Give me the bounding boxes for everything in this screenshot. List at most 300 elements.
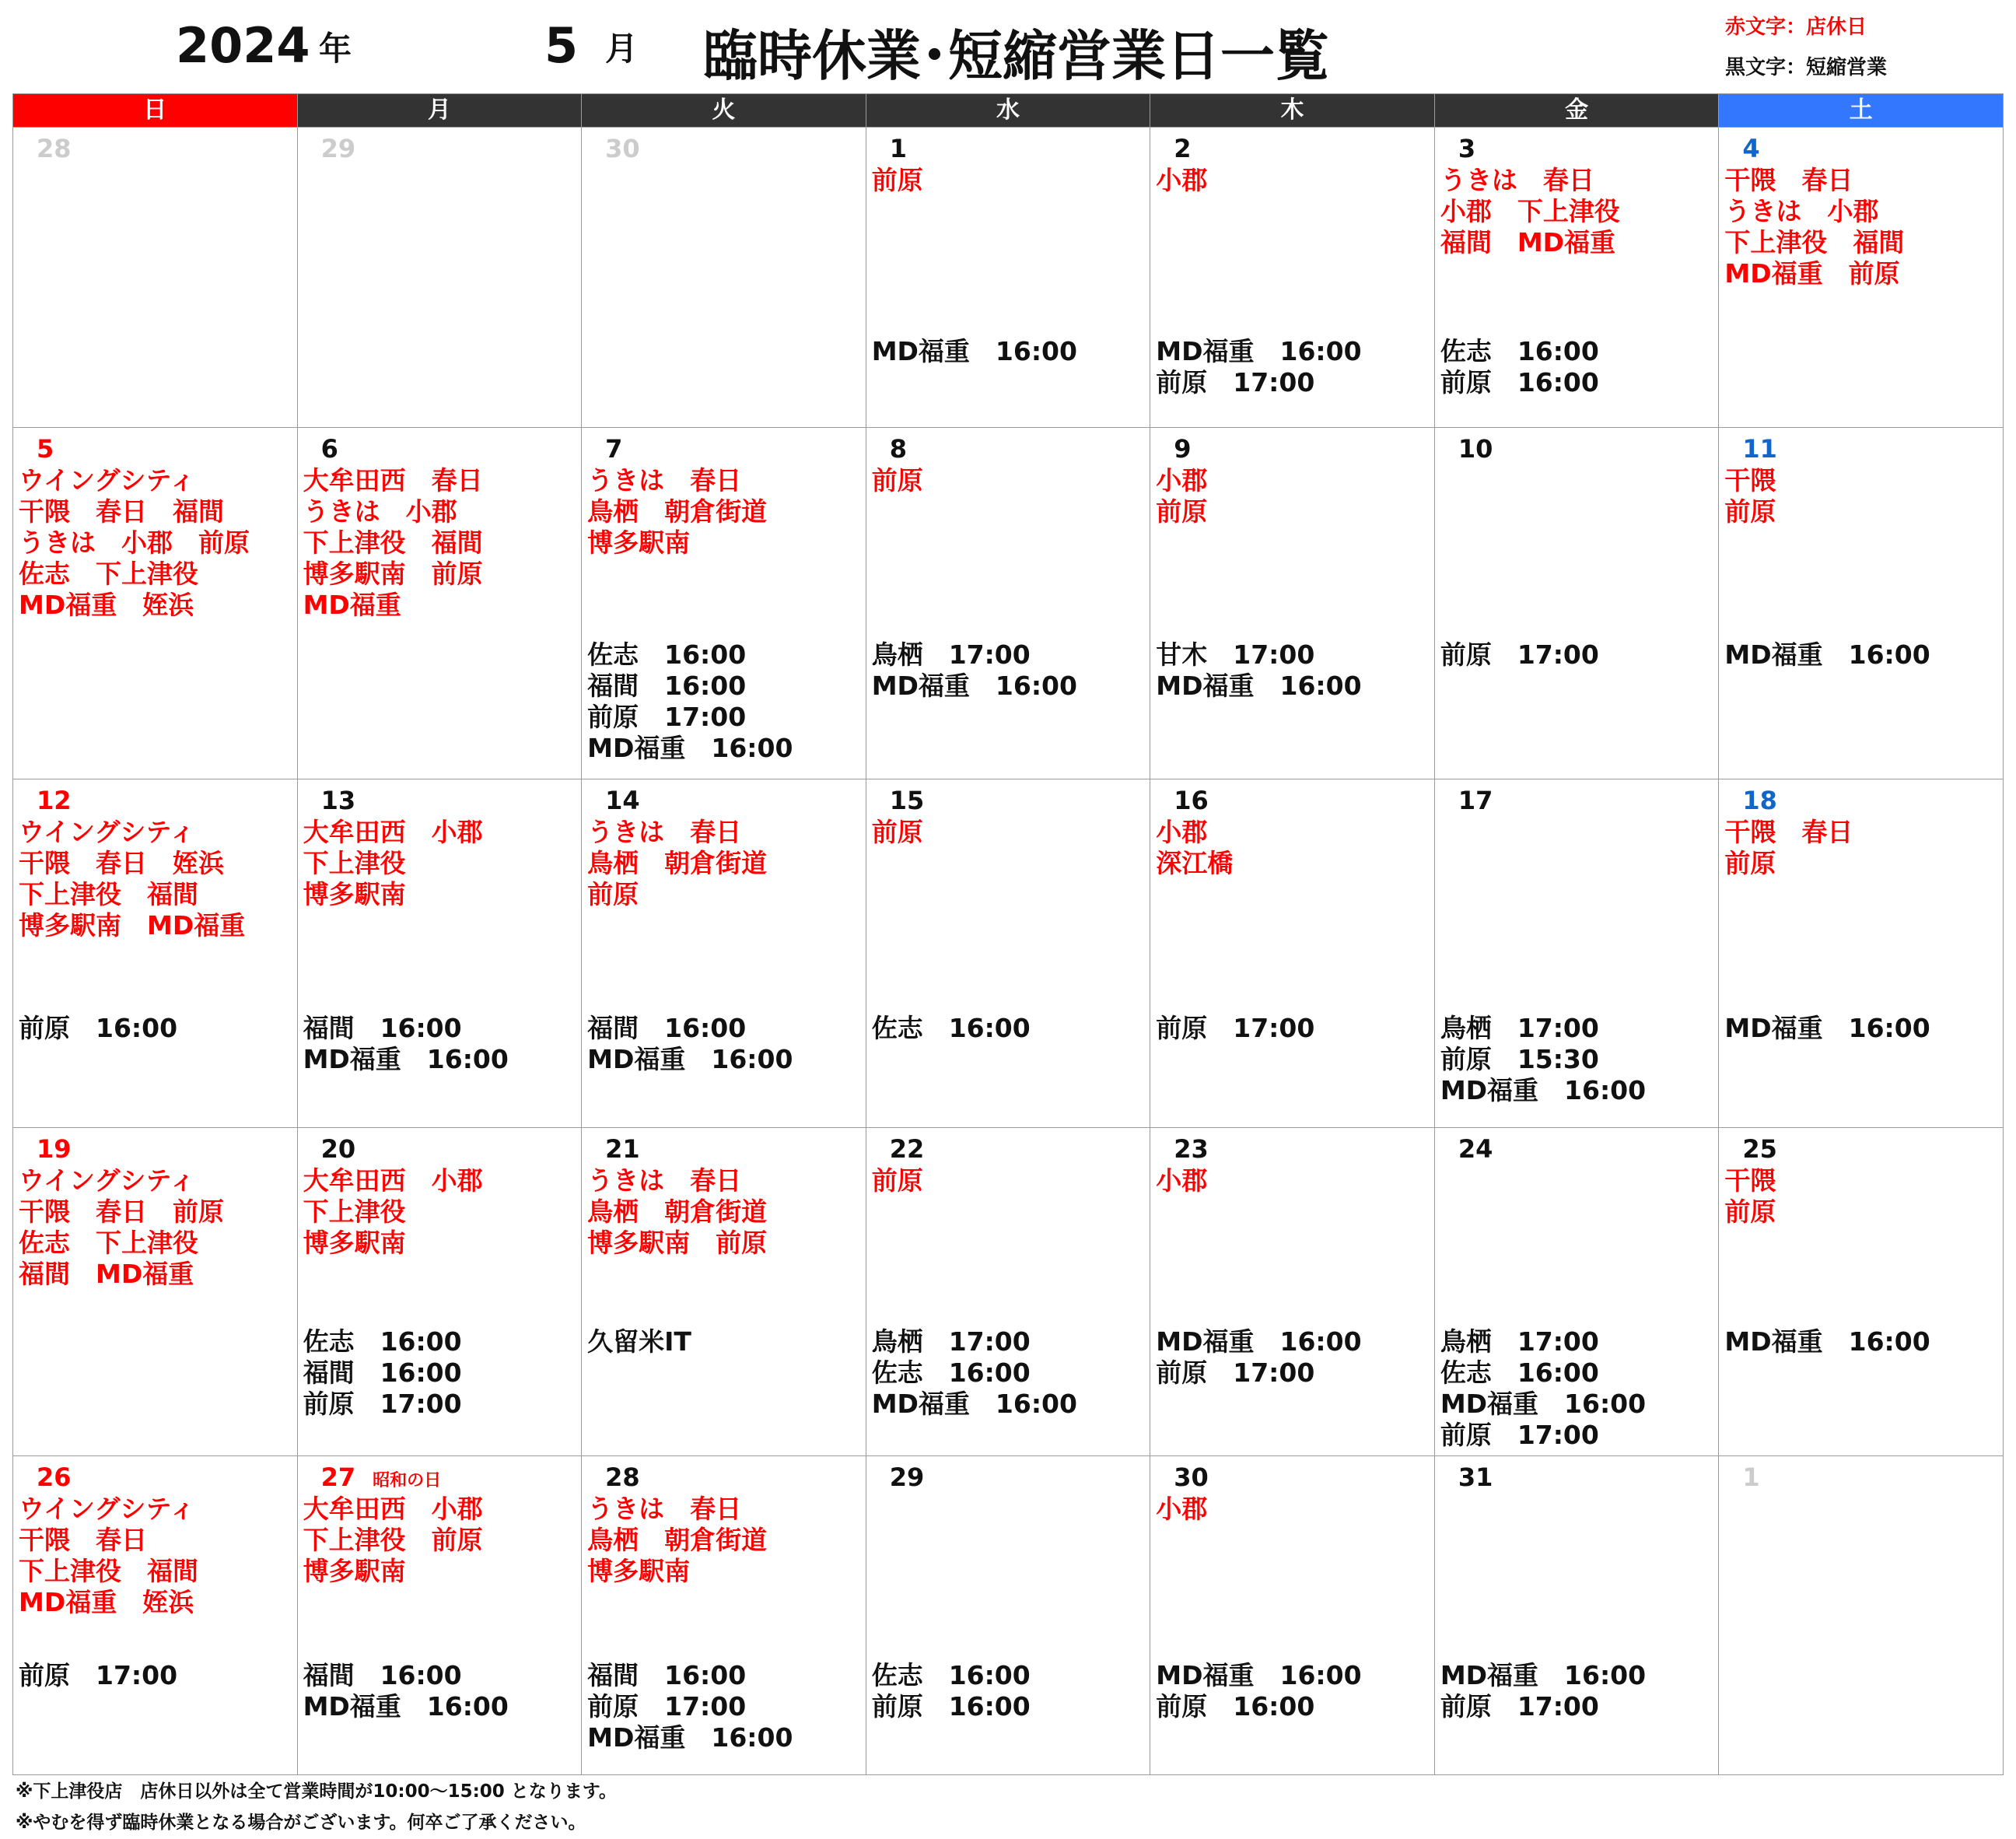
short-hours-line: MD福重 16:00 <box>587 1722 793 1753</box>
year-unit: 年 <box>319 30 352 68</box>
short-hours-line: 佐志 16:00 <box>303 1326 462 1357</box>
short-hours-line: MD福重 16:00 <box>1156 336 1362 366</box>
day-number-text: 1 <box>889 134 907 163</box>
short-hours-line: MD福重 16:00 <box>871 336 1077 366</box>
closed-stores <box>587 1494 767 1587</box>
closed-store-line: 下上津役 <box>303 1196 406 1228</box>
day-number <box>1458 134 1475 163</box>
closed-store-line: 博多駅南 <box>303 1555 406 1586</box>
short-hours-line: 鳥栖 17:00 <box>1440 1326 1599 1357</box>
day-cell <box>297 1128 582 1455</box>
short-hours-stores <box>1440 639 1599 671</box>
closed-store-line: 大牟田西 春日 <box>303 465 483 496</box>
day-cell <box>1719 779 2004 1127</box>
weekday-header-fri: 金 <box>1434 94 1719 128</box>
short-hours-stores <box>1156 336 1361 398</box>
closed-store-line: 前原 <box>871 465 923 496</box>
day-number-text: 17 <box>1458 785 1493 815</box>
short-hours-line: MD福重 16:00 <box>587 733 793 764</box>
day-number-text: 23 <box>1174 1134 1209 1165</box>
day-number-text: 15 <box>889 785 925 815</box>
closed-store-line: 博多駅南 <box>303 1228 406 1259</box>
day-number-text: 16 <box>1174 785 1209 815</box>
short-hours-line: 前原 17:00 <box>1156 1012 1315 1043</box>
closed-stores <box>303 465 483 621</box>
closed-store-line: うきは 春日 <box>587 816 742 847</box>
closed-store-line: 干隈 春日 <box>19 1524 147 1555</box>
day-number-text: 29 <box>889 1462 925 1492</box>
closed-store-line: うきは 春日 <box>587 1493 742 1524</box>
short-hours-stores <box>303 1660 509 1722</box>
short-hours-stores <box>1440 1660 1646 1722</box>
closed-stores <box>19 1165 224 1290</box>
day-number <box>1742 134 1759 163</box>
closed-store-line: 福間 MD福重 <box>19 1259 194 1290</box>
closed-store-line: ウイングシティ <box>19 1165 195 1196</box>
weekday-header-tue: 火 <box>582 94 866 128</box>
short-hours-line: 鳥栖 17:00 <box>871 639 1031 671</box>
closed-store-line: 前原 <box>1156 496 1208 527</box>
closed-stores <box>872 465 923 496</box>
closed-store-line: MD福重 姪浜 <box>19 590 194 621</box>
closed-stores <box>587 465 767 559</box>
day-number <box>605 1462 640 1492</box>
day-cell <box>866 428 1150 779</box>
day-cell <box>297 779 582 1127</box>
short-hours-stores <box>303 1326 462 1420</box>
short-hours-line: 佐志 16:00 <box>1440 336 1599 366</box>
closed-stores <box>1724 165 1904 289</box>
page-title: 臨時休業･短縮営業日一覧 <box>703 24 1329 88</box>
footnotes <box>16 1776 617 1838</box>
closed-store-line: 博多駅南 <box>587 1555 691 1586</box>
closed-stores <box>872 165 923 196</box>
closed-store-line: 下上津役 前原 <box>303 1524 483 1555</box>
day-number-text: 21 <box>605 1134 640 1165</box>
closed-store-line: 小郡 <box>1156 165 1208 195</box>
short-hours-line: 前原 17:00 <box>1156 367 1315 398</box>
day-number <box>605 786 640 815</box>
day-cell <box>1719 428 2004 779</box>
closed-stores <box>19 465 250 621</box>
day-cell <box>1434 428 1719 779</box>
short-hours-line: 福間 16:00 <box>587 1012 747 1043</box>
day-number <box>890 1134 925 1164</box>
short-hours-stores <box>303 1013 509 1075</box>
short-hours-line: 前原 17:00 <box>1440 1420 1599 1451</box>
day-number <box>37 1134 72 1164</box>
day-cell <box>1150 1455 1435 1774</box>
day-number <box>37 786 72 815</box>
short-hours-line: 佐志 16:00 <box>871 1012 1031 1043</box>
day-number-text: 3 <box>1458 134 1476 163</box>
day-cell <box>297 128 582 428</box>
short-hours-line: 前原 16:00 <box>1440 367 1599 398</box>
day-cell <box>297 428 582 779</box>
day-cell <box>582 779 866 1127</box>
short-hours-line: MD福重 16:00 <box>303 1690 509 1722</box>
closed-store-line: 鳥栖 朝倉街道 <box>587 847 768 878</box>
day-cell <box>582 128 866 428</box>
calendar-header <box>0 0 2016 93</box>
day-number-text: 19 <box>37 1134 72 1165</box>
day-cell <box>1150 1128 1435 1455</box>
footnote-temporary-closure: ※やむを得ず臨時休業となる場合がございます。何卒ご了承ください。 <box>16 1813 586 1833</box>
day-cell <box>13 128 298 428</box>
day-cell <box>1434 1128 1719 1455</box>
day-cell <box>1150 779 1435 1127</box>
closed-store-line: 小郡 <box>1156 816 1208 847</box>
day-number <box>37 134 72 163</box>
day-number <box>890 786 925 815</box>
week-row <box>13 779 2004 1127</box>
holiday-name: 昭和の日 <box>373 1470 442 1490</box>
short-hours-stores <box>872 336 1077 367</box>
short-hours-line: MD福重 16:00 <box>1724 1326 1930 1357</box>
day-number-text: 29 <box>320 134 356 163</box>
closed-store-line: 大牟田西 小郡 <box>303 1493 483 1524</box>
weekday-header-sat: 土 <box>1719 94 2004 128</box>
closed-store-line: 干隈 春日 <box>1724 816 1853 847</box>
short-hours-line: MD福重 16:00 <box>871 671 1077 702</box>
closed-store-line: 下上津役 福間 <box>19 878 198 909</box>
weekday-header-thu: 木 <box>1150 94 1435 128</box>
day-number-text: 18 <box>1742 785 1777 815</box>
day-number-text: 28 <box>37 134 72 163</box>
short-hours-line: 福間 16:00 <box>303 1659 462 1690</box>
short-hours-stores <box>1724 639 1930 671</box>
short-hours-line: 久留米IT <box>587 1326 691 1357</box>
short-hours-line: MD福重 16:00 <box>1440 1389 1647 1420</box>
day-cell <box>866 1455 1150 1774</box>
day-number-text: 28 <box>605 1462 640 1492</box>
day-number-text: 4 <box>1742 134 1760 163</box>
short-hours-stores <box>19 1013 177 1044</box>
short-hours-stores <box>1440 336 1599 398</box>
closed-store-line: 鳥栖 朝倉街道 <box>587 496 768 527</box>
day-number-text: 12 <box>37 785 72 815</box>
day-number <box>321 786 356 815</box>
closed-store-line: 小郡 <box>1156 465 1208 496</box>
closed-store-line: 博多駅南 <box>303 878 406 909</box>
day-number <box>1174 434 1191 464</box>
short-hours-stores <box>1156 1660 1361 1722</box>
closed-store-line: うきは 春日 <box>1440 165 1594 195</box>
closed-store-line: 前原 <box>871 165 923 195</box>
closed-stores <box>1724 465 1776 527</box>
closed-store-line: 干隈 <box>1724 465 1776 496</box>
day-number-text: 22 <box>889 1134 925 1165</box>
day-number <box>1742 1134 1777 1164</box>
day-cell <box>13 428 298 779</box>
day-number <box>605 1134 640 1164</box>
short-hours-stores <box>1724 1326 1930 1357</box>
day-number-text: 27 <box>320 1462 356 1492</box>
day-number-text: 25 <box>1742 1134 1777 1165</box>
day-number <box>1174 134 1191 163</box>
closed-store-line: 下上津役 <box>303 847 406 878</box>
legend-closed-day: 赤文字：店休日 <box>1725 16 1867 39</box>
short-hours-stores <box>587 639 793 764</box>
closed-stores <box>1156 165 1207 196</box>
closed-store-line: 干隈 春日 前原 <box>19 1196 224 1228</box>
short-hours-stores <box>1440 1013 1646 1106</box>
day-cell <box>1434 779 1719 1127</box>
closed-store-line: 前原 <box>871 1165 923 1196</box>
day-number <box>1458 1462 1493 1492</box>
day-number-text: 5 <box>37 434 54 464</box>
day-number-text: 1 <box>1742 1462 1760 1492</box>
short-hours-line: 前原 16:00 <box>1156 1690 1315 1722</box>
closed-stores <box>303 817 483 910</box>
short-hours-stores <box>587 1660 793 1753</box>
closed-store-line: ウイングシティ <box>19 465 195 496</box>
weekday-header-wed: 水 <box>866 94 1150 128</box>
short-hours-line: 前原 17:00 <box>587 702 747 733</box>
short-hours-line: 前原 15:30 <box>1440 1043 1599 1074</box>
closed-store-line: うきは 小郡 前原 <box>19 527 250 559</box>
day-number <box>37 1462 72 1492</box>
closed-stores <box>587 1165 767 1259</box>
short-hours-line: 福間 16:00 <box>303 1012 462 1043</box>
short-hours-line: 佐志 16:00 <box>871 1357 1031 1389</box>
short-hours-line: MD福重 16:00 <box>1156 1326 1362 1357</box>
short-hours-stores <box>587 1013 793 1075</box>
closed-store-line: 大牟田西 小郡 <box>303 1165 483 1196</box>
day-number <box>1458 786 1493 815</box>
closed-store-line: 鳥栖 朝倉街道 <box>587 1524 768 1555</box>
closed-store-line: 干隈 春日 姪浜 <box>19 847 224 878</box>
closed-store-line: 博多駅南 <box>587 527 691 559</box>
weekday-header-sun: 日 <box>13 94 298 128</box>
day-number <box>1458 1134 1493 1164</box>
day-number-text: 26 <box>37 1462 72 1492</box>
closed-stores <box>303 1494 483 1587</box>
day-number <box>605 434 622 464</box>
day-number-text: 10 <box>1458 434 1493 464</box>
short-hours-line: MD福重 16:00 <box>1156 1659 1362 1690</box>
week-row <box>13 428 2004 779</box>
day-number <box>1742 434 1777 464</box>
closed-stores <box>1156 1165 1207 1196</box>
short-hours-line: MD福重 16:00 <box>1440 1659 1647 1690</box>
short-hours-line: 前原 17:00 <box>19 1659 178 1690</box>
day-number-text: 11 <box>1742 434 1777 464</box>
day-number-text: 9 <box>1174 434 1192 464</box>
short-hours-line: 福間 16:00 <box>303 1357 462 1389</box>
day-cell <box>1719 128 2004 428</box>
closed-store-line: 佐志 下上津役 <box>19 559 198 590</box>
closed-store-line: 下上津役 福間 <box>1724 227 1905 257</box>
closed-stores <box>1156 817 1233 879</box>
closed-store-line: 佐志 下上津役 <box>19 1228 198 1259</box>
closed-store-line: 博多駅南 前原 <box>303 559 483 590</box>
short-hours-line: 前原 17:00 <box>1440 639 1599 671</box>
day-number <box>890 1462 925 1492</box>
short-hours-line: 甘木 17:00 <box>1156 639 1315 671</box>
closed-store-line: ウイングシティ <box>19 816 195 847</box>
closed-store-line: うきは 小郡 <box>1724 196 1879 226</box>
closed-stores <box>1724 1165 1776 1228</box>
closed-store-line: 下上津役 福間 <box>19 1555 198 1586</box>
closed-store-line: 小郡 下上津役 <box>1440 196 1620 226</box>
closed-store-line: うきは 春日 <box>587 1165 742 1196</box>
day-cell <box>1150 428 1435 779</box>
short-hours-line: MD福重 16:00 <box>587 1043 793 1074</box>
legend-short-hours: 黒文字：短縮営業 <box>1725 56 1888 79</box>
closed-store-line: うきは 春日 <box>587 465 742 496</box>
day-number-text: 30 <box>605 134 640 163</box>
day-cell <box>13 1455 298 1774</box>
day-number-text: 8 <box>889 434 907 464</box>
short-hours-line: MD福重 16:00 <box>303 1043 509 1074</box>
short-hours-stores <box>1156 1326 1361 1389</box>
short-hours-line: 福間 16:00 <box>587 671 747 702</box>
day-cell <box>582 1128 866 1455</box>
day-number <box>890 434 907 464</box>
day-number <box>1174 1134 1209 1164</box>
short-hours-line: 福間 16:00 <box>587 1659 747 1690</box>
closed-stores <box>1156 465 1207 527</box>
closed-store-line: 前原 <box>871 816 923 847</box>
week-row <box>13 1455 2004 1774</box>
short-hours-stores <box>872 1326 1077 1420</box>
day-cell <box>297 1455 582 1774</box>
short-hours-stores <box>19 1660 177 1691</box>
closed-store-line: 前原 <box>587 878 639 909</box>
short-hours-line: MD福重 16:00 <box>1724 1012 1930 1043</box>
year-number: 2024 <box>176 17 310 74</box>
short-hours-line: MD福重 16:00 <box>1724 639 1930 671</box>
closed-store-line: MD福重 前原 <box>1724 258 1900 289</box>
day-number <box>605 134 640 163</box>
calendar-grid <box>12 93 2004 1775</box>
closed-stores <box>1156 1494 1207 1525</box>
day-number-text: 31 <box>1458 1462 1493 1492</box>
closed-stores <box>19 1494 198 1618</box>
closed-stores <box>587 817 767 910</box>
closed-store-line: 前原 <box>1724 496 1776 527</box>
closed-store-line: 福間 MD福重 <box>1440 227 1616 257</box>
week-row <box>13 128 2004 428</box>
day-cell <box>866 128 1150 428</box>
day-number <box>321 1134 356 1164</box>
day-number-text: 30 <box>1174 1462 1209 1492</box>
closed-store-line: 干隈 春日 福間 <box>19 496 224 527</box>
closed-stores <box>872 1165 923 1196</box>
closed-store-line: 小郡 <box>1156 1165 1208 1196</box>
day-number <box>1742 786 1777 815</box>
closed-store-line: うきは 小郡 <box>303 496 457 527</box>
short-hours-line: 前原 17:00 <box>587 1690 747 1722</box>
day-number-text: 6 <box>320 434 338 464</box>
day-cell <box>866 1128 1150 1455</box>
day-number <box>1742 1462 1759 1492</box>
day-number-text: 24 <box>1458 1134 1493 1165</box>
short-hours-line: 前原 17:00 <box>303 1389 462 1420</box>
short-hours-stores <box>872 1660 1031 1722</box>
short-hours-line: 鳥栖 17:00 <box>871 1326 1031 1357</box>
short-hours-line: MD福重 16:00 <box>1156 671 1362 702</box>
day-number-text: 14 <box>605 785 640 815</box>
day-cell <box>13 1128 298 1455</box>
short-hours-line: 前原 16:00 <box>19 1012 178 1043</box>
day-number-text: 20 <box>320 1134 356 1165</box>
closed-stores <box>303 1165 483 1259</box>
short-hours-stores <box>1440 1326 1646 1451</box>
closed-stores <box>1724 817 1853 879</box>
month-number: 5 <box>544 17 579 74</box>
day-number <box>321 134 356 163</box>
closed-store-line: 干隈 春日 <box>1724 165 1853 195</box>
closed-store-line: 博多駅南 MD福重 <box>19 909 246 941</box>
closed-store-line: 前原 <box>1724 847 1776 878</box>
short-hours-stores <box>1156 1013 1314 1044</box>
short-hours-line: 前原 17:00 <box>1440 1690 1599 1722</box>
short-hours-stores <box>587 1326 691 1357</box>
closed-stores <box>872 817 923 848</box>
day-number <box>321 1462 442 1492</box>
short-hours-line: MD福重 16:00 <box>871 1389 1077 1420</box>
day-cell <box>1719 1455 2004 1774</box>
day-number <box>1174 1462 1209 1492</box>
closed-store-line: 博多駅南 前原 <box>587 1228 768 1259</box>
day-cell <box>1150 128 1435 428</box>
short-hours-line: 前原 16:00 <box>871 1690 1031 1722</box>
closed-store-line: 小郡 <box>1156 1493 1208 1524</box>
day-number <box>1458 434 1493 464</box>
day-number <box>890 134 907 163</box>
closed-store-line: 鳥栖 朝倉街道 <box>587 1196 768 1228</box>
day-number <box>37 434 54 464</box>
short-hours-stores <box>1156 639 1361 702</box>
closed-stores <box>19 817 245 941</box>
closed-store-line: 深江橋 <box>1156 847 1234 878</box>
day-number-text: 2 <box>1174 134 1192 163</box>
closed-store-line: MD福重 姪浜 <box>19 1586 194 1617</box>
weekday-header-row <box>13 94 2004 128</box>
short-hours-line: 佐志 16:00 <box>587 639 747 671</box>
short-hours-line: MD福重 16:00 <box>1440 1074 1647 1105</box>
day-number <box>1174 786 1209 815</box>
day-cell <box>1434 1455 1719 1774</box>
week-row <box>13 1128 2004 1455</box>
day-number-text: 13 <box>320 785 356 815</box>
closed-store-line: 干隈 <box>1724 1165 1776 1196</box>
day-cell <box>866 779 1150 1127</box>
short-hours-line: 鳥栖 17:00 <box>1440 1012 1599 1043</box>
closed-store-line: 前原 <box>1724 1196 1776 1228</box>
day-cell <box>582 1455 866 1774</box>
short-hours-stores <box>872 639 1077 702</box>
month-unit: 月 <box>605 30 639 68</box>
day-number-text: 7 <box>605 434 623 464</box>
closed-store-line: 下上津役 福間 <box>303 527 483 559</box>
day-cell <box>13 779 298 1127</box>
day-number <box>321 434 338 464</box>
closed-store-line: MD福重 <box>303 590 401 621</box>
footnote-shimokamitsuyaku-hours: ※下上津役店 店休日以外は全て営業時間が10:00～15:00 となります。 <box>16 1781 617 1802</box>
short-hours-stores <box>1724 1013 1930 1044</box>
short-hours-line: 佐志 16:00 <box>871 1659 1031 1690</box>
short-hours-line: 佐志 16:00 <box>1440 1357 1599 1389</box>
short-hours-stores <box>872 1013 1031 1044</box>
day-cell <box>582 428 866 779</box>
closed-stores <box>1440 165 1620 258</box>
day-cell <box>1434 128 1719 428</box>
day-cell <box>1719 1128 2004 1455</box>
weekday-header-mon: 月 <box>297 94 582 128</box>
